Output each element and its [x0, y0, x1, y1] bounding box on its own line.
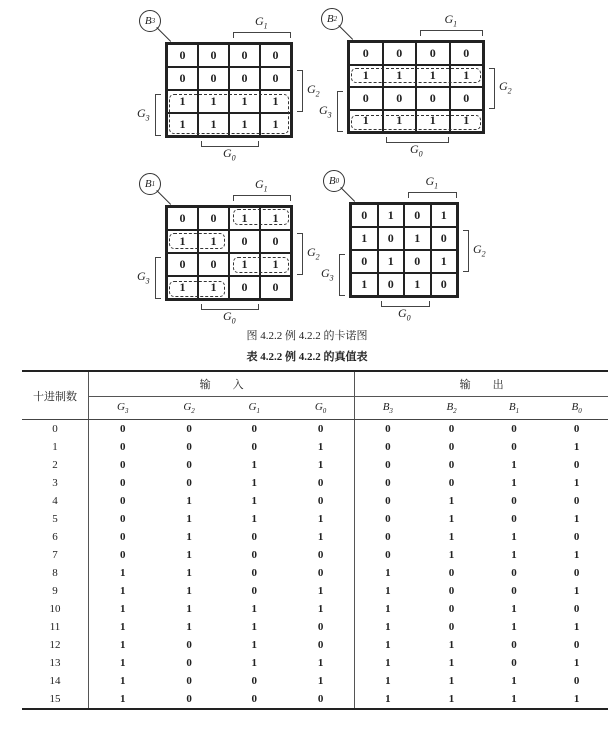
- bit-cell: 0: [89, 438, 157, 456]
- g1-bracket: [420, 30, 483, 36]
- kmap-cell: 0: [351, 250, 378, 273]
- g2-label: $G_2$: [307, 245, 320, 262]
- table-row: [22, 510, 608, 528]
- bit-cell: 1: [89, 600, 157, 618]
- bit-cell: 0: [573, 423, 580, 435]
- bit-cell: 1: [89, 582, 157, 600]
- bit-cell: 0: [355, 510, 421, 528]
- bit-cell: 1: [420, 690, 482, 709]
- bit-cell: 1: [317, 531, 324, 543]
- column-header-b1: $B_1$: [483, 397, 545, 420]
- kmap-cell: 0: [349, 87, 383, 110]
- table-row: [22, 456, 608, 474]
- kmap-cell: 1: [198, 230, 229, 253]
- decimal-cell: 2: [52, 459, 58, 471]
- bit-cell: 1: [573, 477, 580, 489]
- bit-cell: 0: [448, 423, 455, 435]
- bit-cell: 0: [251, 441, 257, 453]
- kmap-cell: 0: [404, 250, 431, 273]
- g2-label: $G_2$: [473, 242, 486, 259]
- bit-cell: 0: [186, 423, 192, 435]
- bit-cell: 0: [287, 690, 355, 709]
- kmap-cell: 1: [349, 110, 383, 133]
- decimal-cell: 0: [52, 423, 58, 435]
- bit-cell: 1: [251, 477, 257, 489]
- column-header-b0: $B_0$: [545, 397, 608, 420]
- bit-cell: 0: [511, 657, 517, 669]
- bit-cell: 0: [511, 495, 517, 507]
- kmap-cell: 0: [378, 273, 405, 296]
- bit-cell: 1: [573, 657, 580, 669]
- bit-cell: 1: [511, 477, 517, 489]
- decimal-cell: 6: [52, 531, 58, 543]
- decimal-cell: 12: [49, 639, 61, 651]
- grouping-loop: [351, 68, 481, 84]
- bit-cell: 0: [355, 492, 421, 510]
- bit-cell: 0: [317, 549, 324, 561]
- column-header-g3: $G_3$: [89, 397, 157, 420]
- bit-cell: 1: [573, 621, 580, 633]
- g2-bracket: [297, 233, 303, 275]
- bit-cell: 1: [355, 654, 421, 672]
- column-header-g0: $G_0$: [287, 397, 355, 420]
- bit-cell: 1: [89, 690, 157, 709]
- bit-cell: 1: [355, 690, 421, 709]
- pointer-line: [156, 190, 171, 205]
- bit-cell: 1: [317, 603, 324, 615]
- decimal-cell: 5: [52, 513, 58, 525]
- grouping-loop: [169, 94, 289, 134]
- bit-cell: 1: [186, 567, 192, 579]
- decimal-cell: 9: [52, 585, 58, 597]
- kmap-cell: 0: [431, 273, 458, 296]
- column-header-g1: $G_1$: [222, 397, 287, 420]
- table-row: [22, 438, 608, 456]
- kmap-cell: 1: [351, 273, 378, 296]
- output-header: 输 出: [355, 371, 608, 397]
- bit-cell: 0: [251, 585, 257, 597]
- bit-cell: 1: [545, 690, 608, 709]
- truth-table: [22, 370, 608, 710]
- bit-cell: 0: [186, 657, 192, 669]
- table-row: [22, 582, 608, 600]
- table-row: [22, 546, 608, 564]
- bit-cell: 0: [448, 441, 455, 453]
- table-row: [22, 636, 608, 654]
- g2-label: $G_2$: [307, 82, 320, 99]
- bit-cell: 1: [317, 675, 324, 687]
- decimal-cell: 7: [52, 549, 58, 561]
- kmap-cell: 1: [167, 113, 198, 136]
- kmap-cell: 1: [450, 65, 484, 88]
- kmap-cell: 0: [383, 42, 417, 65]
- kmap-cell: 1: [167, 90, 198, 113]
- decimal-cell: 4: [52, 495, 58, 507]
- bit-cell: 0: [186, 675, 192, 687]
- bit-cell: 0: [573, 639, 580, 651]
- bit-cell: 1: [448, 549, 455, 561]
- grouping-loop: [351, 115, 481, 131]
- kmap-cell: 1: [431, 204, 458, 227]
- table-row: [22, 474, 608, 492]
- bit-cell: 1: [511, 675, 517, 687]
- bit-cell: 0: [448, 459, 455, 471]
- bit-cell: 1: [448, 639, 455, 651]
- bit-cell: 0: [355, 546, 421, 564]
- bit-cell: 1: [355, 582, 421, 600]
- kmap-cell: 1: [378, 204, 405, 227]
- pointer-line: [340, 187, 355, 202]
- kmap-cell: 0: [416, 87, 450, 110]
- bit-cell: 1: [448, 657, 455, 669]
- kmap-cell: 1: [260, 113, 291, 136]
- bit-cell: 0: [251, 531, 257, 543]
- kmap-cell: 1: [260, 253, 291, 276]
- g3-label: $G_3$: [321, 266, 334, 283]
- table-row: [22, 492, 608, 510]
- bit-cell: 0: [448, 585, 455, 597]
- decimal-cell: 3: [52, 477, 58, 489]
- bit-cell: 1: [186, 585, 192, 597]
- decimal-cell: 1: [52, 441, 58, 453]
- bit-cell: 1: [186, 603, 192, 615]
- kmap-cell: 1: [167, 230, 198, 253]
- kmap-cell: 1: [383, 110, 417, 133]
- bit-cell: 1: [317, 459, 324, 471]
- decimal-cell: 10: [49, 603, 61, 615]
- bit-cell: 1: [511, 621, 517, 633]
- g1-label: $G_1$: [425, 174, 439, 191]
- figure-caption: 图 4.2.2 例 4.2.2 的卡诺图: [246, 330, 368, 342]
- output-label-circle: B 3: [139, 10, 161, 32]
- bit-cell: 1: [511, 603, 517, 615]
- kmap-cell: 0: [229, 44, 260, 67]
- bit-cell: 1: [355, 618, 421, 636]
- kmap-cell: 0: [260, 67, 291, 90]
- bit-cell: 0: [317, 495, 324, 507]
- kmap-cell: 0: [198, 253, 229, 276]
- bit-cell: 1: [251, 657, 257, 669]
- bit-cell: 0: [511, 513, 517, 525]
- bit-cell: 1: [448, 495, 455, 507]
- bit-cell: 0: [89, 456, 157, 474]
- bit-cell: 1: [511, 459, 517, 471]
- g1-label: $G_1$: [255, 177, 268, 194]
- output-label-circle: B 1: [139, 173, 161, 195]
- bit-cell: 0: [573, 675, 580, 687]
- kmap-cell: 0: [450, 42, 484, 65]
- bit-cell: 0: [89, 510, 157, 528]
- kmap-cell: 1: [450, 110, 484, 133]
- kmap-cell: 0: [260, 44, 291, 67]
- table-row: [22, 564, 608, 582]
- kmap-cell: 0: [383, 87, 417, 110]
- table-row: [22, 420, 608, 439]
- bit-cell: 1: [317, 657, 324, 669]
- decimal-cell: 8: [52, 567, 58, 579]
- bit-cell: 0: [355, 528, 421, 546]
- g1-bracket: [233, 195, 291, 201]
- table-row: [22, 618, 608, 636]
- kmap-cell: 1: [349, 65, 383, 88]
- g2-bracket: [463, 230, 469, 272]
- bit-cell: 1: [355, 672, 421, 690]
- bit-cell: 0: [573, 459, 580, 471]
- bit-cell: 0: [355, 474, 421, 492]
- bit-cell: 1: [89, 636, 157, 654]
- g1-label: $G_1$: [444, 12, 458, 29]
- bit-cell: 1: [89, 654, 157, 672]
- kmap-cell: 0: [229, 67, 260, 90]
- bit-cell: 0: [89, 420, 157, 439]
- pointer-line: [156, 27, 171, 42]
- bit-cell: 0: [511, 567, 517, 579]
- bit-cell: 1: [251, 495, 257, 507]
- g0-label: $G_0$: [223, 146, 236, 163]
- kmap-cell: 1: [260, 207, 291, 230]
- kmap-cell: 1: [229, 113, 260, 136]
- bit-cell: 0: [251, 549, 257, 561]
- input-header: 输 入: [89, 371, 355, 397]
- g0-label: $G_0$: [410, 142, 423, 159]
- kmap-cell: 1: [416, 110, 450, 133]
- column-header-b2: $B_2$: [420, 397, 482, 420]
- kmap-cell: 1: [431, 250, 458, 273]
- kmap-cell: 1: [404, 273, 431, 296]
- table-row: [22, 600, 608, 618]
- bit-cell: 0: [317, 567, 324, 579]
- g2-bracket: [297, 70, 303, 112]
- kmap-cell: 0: [260, 230, 291, 253]
- column-header-b3: $B_3$: [355, 397, 421, 420]
- bit-cell: 0: [186, 441, 192, 453]
- kmap-cell: 1: [198, 90, 229, 113]
- bit-cell: 0: [89, 474, 157, 492]
- kmap-cell: 0: [404, 204, 431, 227]
- bit-cell: 0: [355, 420, 421, 439]
- table-row: [22, 672, 608, 690]
- grouping-loop: [169, 233, 225, 249]
- bit-cell: 0: [511, 441, 517, 453]
- g2-bracket: [489, 68, 495, 109]
- kmap-cell: 0: [349, 42, 383, 65]
- bit-cell: 0: [448, 477, 455, 489]
- bit-cell: 0: [89, 546, 157, 564]
- kmap-cell: 0: [167, 253, 198, 276]
- table-row: [22, 690, 608, 709]
- kmap-cell: 1: [229, 253, 260, 276]
- kmap-cell: 1: [378, 250, 405, 273]
- kmap-cell: 1: [351, 227, 378, 250]
- bit-cell: 0: [511, 585, 517, 597]
- kmap-cell: 0: [431, 227, 458, 250]
- bit-cell: 0: [89, 528, 157, 546]
- column-header-g2: $G_2$: [157, 397, 222, 420]
- bit-cell: 0: [355, 456, 421, 474]
- bit-cell: 1: [573, 441, 580, 453]
- kmap-cell: 0: [416, 42, 450, 65]
- bit-cell: 0: [317, 639, 324, 651]
- bit-cell: 1: [186, 513, 192, 525]
- kmap-cell: 1: [260, 90, 291, 113]
- bit-cell: 1: [448, 675, 455, 687]
- decimal-cell: 14: [49, 675, 61, 687]
- g3-bracket: [337, 91, 343, 132]
- bit-cell: 1: [355, 636, 421, 654]
- kmap-cell: 1: [229, 207, 260, 230]
- g3-bracket: [155, 94, 161, 136]
- kmap-cell: 0: [167, 67, 198, 90]
- grouping-loop: [233, 257, 289, 273]
- bit-cell: 0: [251, 567, 257, 579]
- kmap-cell: 0: [167, 207, 198, 230]
- bit-cell: 1: [448, 531, 455, 543]
- bit-cell: 1: [251, 603, 257, 615]
- kmap-cell: 0: [198, 207, 229, 230]
- bit-cell: 1: [573, 549, 580, 561]
- bit-cell: 0: [448, 567, 455, 579]
- decimal-cell: 15: [22, 690, 89, 709]
- bit-cell: 0: [186, 459, 192, 471]
- kmap-cell: 0: [229, 230, 260, 253]
- bit-cell: 1: [573, 513, 580, 525]
- kmap-grid: [349, 202, 459, 298]
- g0-label: $G_0$: [223, 309, 236, 326]
- kmap-cell: 1: [229, 90, 260, 113]
- bit-cell: 0: [251, 423, 257, 435]
- bit-cell: 0: [511, 639, 517, 651]
- decimal-cell: 13: [49, 657, 61, 669]
- decimal-header: 十进制数: [22, 371, 89, 420]
- kmap-cell: 1: [383, 65, 417, 88]
- bit-cell: 1: [511, 531, 517, 543]
- bit-cell: 0: [448, 621, 455, 633]
- bit-cell: 1: [355, 600, 421, 618]
- kmap-cell: 1: [404, 227, 431, 250]
- bit-cell: 0: [511, 423, 517, 435]
- grouping-loop: [233, 209, 289, 225]
- g2-label: $G_2$: [499, 79, 512, 96]
- bit-cell: 0: [573, 603, 580, 615]
- kmap-cell: 1: [416, 65, 450, 88]
- bit-cell: 1: [317, 513, 324, 525]
- bit-cell: 1: [186, 549, 192, 561]
- g3-label: $G_3$: [137, 106, 150, 123]
- bit-cell: 0: [186, 639, 192, 651]
- bit-cell: 1: [251, 459, 257, 471]
- bit-cell: 1: [355, 564, 421, 582]
- bit-cell: 0: [573, 495, 580, 507]
- bit-cell: 1: [483, 690, 545, 709]
- bit-cell: 1: [511, 549, 517, 561]
- bit-cell: 0: [222, 690, 287, 709]
- bit-cell: 1: [317, 441, 324, 453]
- bit-cell: 0: [355, 438, 421, 456]
- decimal-cell: 11: [49, 621, 61, 633]
- pointer-line: [338, 25, 353, 40]
- bit-cell: 0: [89, 492, 157, 510]
- kmap-cell: 0: [351, 204, 378, 227]
- table-row: [22, 528, 608, 546]
- g1-bracket: [233, 32, 291, 38]
- table-caption: 表 4.2.2 例 4.2.2 的真值表: [246, 351, 368, 363]
- bit-cell: 0: [448, 603, 455, 615]
- output-label-circle: B 0: [323, 170, 345, 192]
- bit-cell: 1: [251, 621, 257, 633]
- bit-cell: 1: [89, 672, 157, 690]
- bit-cell: 0: [157, 690, 222, 709]
- kmap-cell: 1: [198, 276, 229, 299]
- bit-cell: 1: [186, 495, 192, 507]
- output-label-circle: B 2: [321, 8, 343, 30]
- kmap-cell: 1: [198, 113, 229, 136]
- kmap-cell: 0: [450, 87, 484, 110]
- g0-label: $G_0$: [398, 306, 411, 323]
- bit-cell: 1: [89, 618, 157, 636]
- kmap-cell: 0: [198, 67, 229, 90]
- bit-cell: 0: [573, 567, 580, 579]
- bit-cell: 0: [317, 423, 324, 435]
- bit-cell: 0: [251, 675, 257, 687]
- bit-cell: 0: [317, 621, 324, 633]
- bit-cell: 1: [89, 564, 157, 582]
- kmap-cell: 0: [378, 227, 405, 250]
- bit-cell: 1: [448, 513, 455, 525]
- bit-cell: 1: [573, 585, 580, 597]
- kmap-cell: 0: [260, 276, 291, 299]
- g1-label: $G_1$: [255, 14, 268, 31]
- bit-cell: 0: [573, 531, 580, 543]
- g3-bracket: [339, 254, 345, 296]
- bit-cell: 1: [317, 585, 324, 597]
- kmap-cell: 0: [229, 276, 260, 299]
- bit-cell: 1: [186, 531, 192, 543]
- g1-bracket: [408, 192, 457, 198]
- kmap-cell: 0: [167, 44, 198, 67]
- bit-cell: 0: [186, 477, 192, 489]
- kmap-cell: 1: [167, 276, 198, 299]
- g3-label: $G_3$: [319, 102, 332, 119]
- bit-cell: 1: [251, 513, 257, 525]
- table-row: [22, 654, 608, 672]
- g3-label: $G_3$: [137, 269, 150, 286]
- bit-cell: 1: [251, 639, 257, 651]
- bit-cell: 1: [186, 621, 192, 633]
- kmap-cell: 0: [198, 44, 229, 67]
- g3-bracket: [155, 257, 161, 299]
- grouping-loop: [169, 281, 225, 297]
- bit-cell: 0: [317, 477, 324, 489]
